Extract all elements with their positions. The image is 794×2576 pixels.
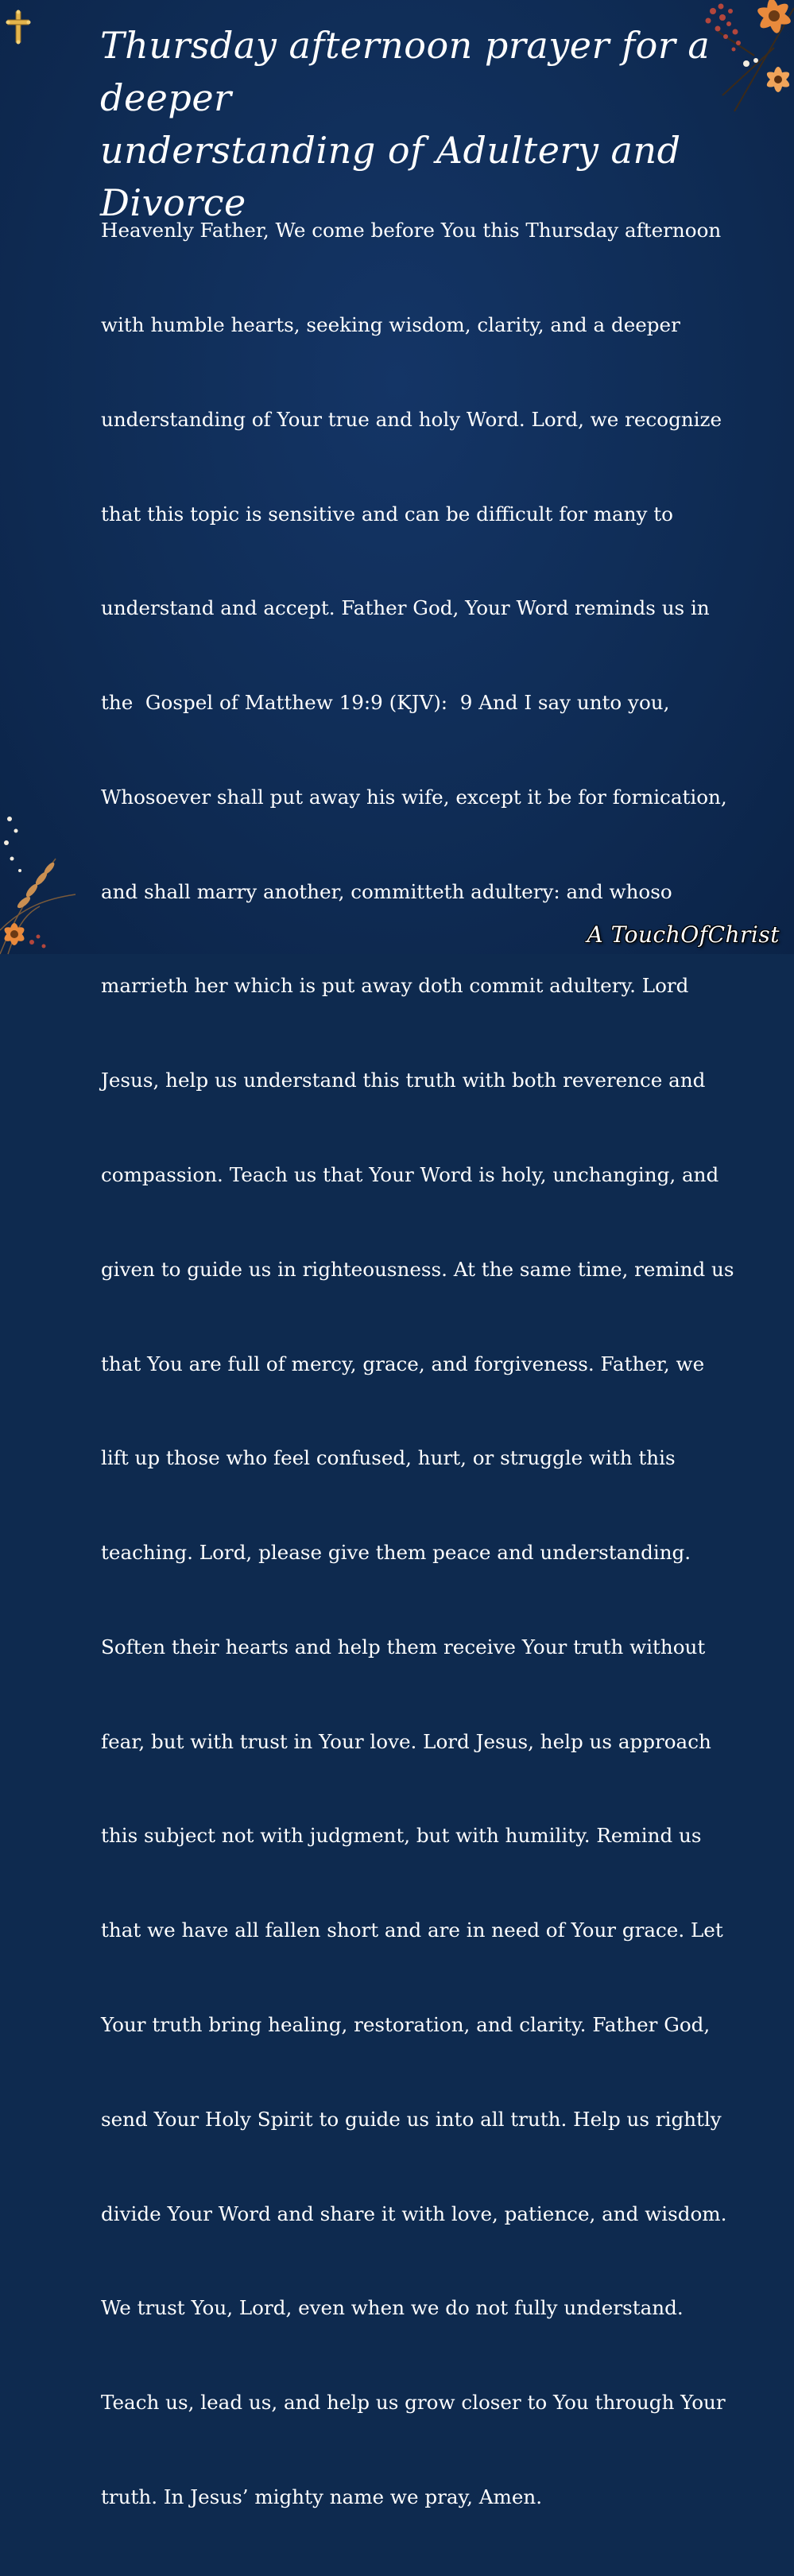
prayer-line: the Gospel of Matthew 19:9 (KJV): 9 And I say unto you, <box>101 691 670 715</box>
cross-icon <box>5 10 32 45</box>
prayer-line: this subject not with judgment, but with humility. Remind us <box>101 1824 702 1848</box>
prayer-line: understand and accept. Father God, Your Word reminds us in <box>101 596 710 620</box>
prayer-body <box>101 152 777 2576</box>
prayer-title: Thursday afternoon prayer for a deeper understanding of Adultery and Divorce <box>100 24 711 224</box>
prayer-line: fear, but with trust in Your love. Lord Jesus, help us approach <box>101 1729 711 1753</box>
prayer-line: Jesus, help us understand this truth with both reverence and <box>101 1069 706 1092</box>
prayer-line: understanding of Your true and holy Word. Lord, we recognize <box>101 407 722 431</box>
prayer-line: and shall marry another, committeth adultery: and whoso <box>101 879 672 903</box>
prayer-line: marrieth her which is put away doth commit adultery. Lord <box>101 974 689 998</box>
prayer-line: Heavenly Father, We come before You this Thursday afternoon <box>101 219 722 242</box>
prayer-line: truth. In Jesus’ mighty name we pray, Amen. <box>101 2485 543 2508</box>
prayer-line: compassion. Teach us that Your Word is holy, unchanging, and <box>101 1163 719 1186</box>
prayer-line: that we have all fallen short and are in need of Your grace. Let <box>101 1918 723 1942</box>
prayer-line: Teach us, lead us, and help us grow closer to You through Your <box>101 2391 726 2415</box>
floral-corner-icon <box>0 795 87 954</box>
prayer-line: send Your Holy Spirit to guide us into all truth. Help us rightly <box>101 2107 722 2131</box>
prayer-line: divide Your Word and share it with love, patience, and wisdom. <box>101 2202 727 2225</box>
prayer-line: Whosoever shall put away his wife, except it be for fornication, <box>101 785 727 809</box>
signature: A TouchOfChrist <box>587 921 780 948</box>
prayer-line: given to guide us in righteousness. At the same time, remind us <box>101 1257 734 1281</box>
prayer-line: Your truth bring healing, restoration, and clarity. Father God, <box>101 2013 711 2037</box>
prayer-line: lift up those who feel confused, hurt, or struggle with this <box>101 1446 676 1470</box>
prayer-line: that this topic is sensitive and can be difficult for many to <box>101 502 673 526</box>
prayer-line: We trust You, Lord, even when we do not fully understand. <box>101 2296 684 2320</box>
prayer-line: with humble hearts, seeking wisdom, clarity, and a deeper <box>101 312 680 336</box>
prayer-line: teaching. Lord, please give them peace and understanding. <box>101 1541 691 1565</box>
prayer-line: that You are full of mercy, grace, and forgiveness. Father, we <box>101 1352 705 1375</box>
prayer-line: Soften their hearts and help them receive Your truth without <box>101 1635 706 1658</box>
